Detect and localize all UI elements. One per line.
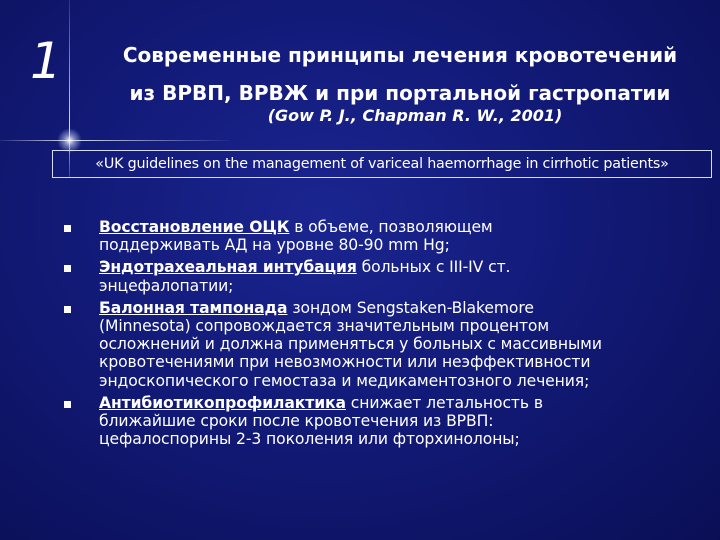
bullet-item xyxy=(64,299,704,390)
bullet-line: ближайшие сроки после кровотечения из ВРВП: xyxy=(99,412,494,431)
bullet-line: энцефалопатии; xyxy=(99,276,234,295)
bullet-list xyxy=(64,218,704,448)
bullet-line xyxy=(99,299,704,317)
bullet-line: кровотечениями при невозможности или неэффективности xyxy=(99,353,591,372)
slide-title-line-1: Современные принципы лечения кровотечений xyxy=(122,43,678,67)
bullet-text: больных с III-IV ст. xyxy=(356,258,511,277)
bullet-line: цефалоспорины 2-3 поколения или фторхинолоны; xyxy=(99,430,520,449)
decorative-horizontal-line xyxy=(0,140,230,141)
guideline-box: «UK guidelines on the management of variceal haemorrhage in cirrhotic patients» xyxy=(52,150,712,178)
bullet-term: Балонная тампонада xyxy=(99,298,288,317)
bullet-line: эндоскопического гемостаза и медикаментозного лечения; xyxy=(99,371,590,390)
bullet-term: Восстановление ОЦК xyxy=(99,218,290,236)
bullet-line xyxy=(99,218,704,236)
bullet-text: в объеме, позволяющем xyxy=(289,218,493,236)
bullet-text: зондом Sengstaken-Blakemore xyxy=(287,298,534,317)
bullet-line: осложнений и должна применяться у больных с массивными xyxy=(99,335,602,354)
bullet-item xyxy=(64,218,704,254)
citation: (Gow P. J., Chapman R. W., 2001) xyxy=(267,106,563,125)
bullet-line: (Minnesota) сопровождается значительным процентом xyxy=(99,317,550,336)
slide-title-line-2: из ВРВП, ВРВЖ и при портальной гастропатии xyxy=(129,81,671,105)
bullet-marker-icon xyxy=(64,401,71,408)
bullet-line xyxy=(99,258,704,276)
bullet-marker-icon xyxy=(64,225,71,232)
bullet-marker-icon xyxy=(64,306,71,313)
slide-title xyxy=(95,36,705,112)
bullet-item xyxy=(64,394,704,449)
bullet-term: Эндотрахеальная интубация xyxy=(99,258,357,277)
bullet-term: Антибиотикопрофилактика xyxy=(99,393,346,412)
bullet-marker-icon xyxy=(64,265,71,272)
bullet-item xyxy=(64,258,704,294)
slide-number: 1 xyxy=(30,32,62,90)
bullet-line: поддерживать АД на уровне 80-90 mm Hg; xyxy=(99,236,450,255)
bullet-line xyxy=(99,394,704,412)
bullet-text: снижает летальность в xyxy=(345,393,543,412)
